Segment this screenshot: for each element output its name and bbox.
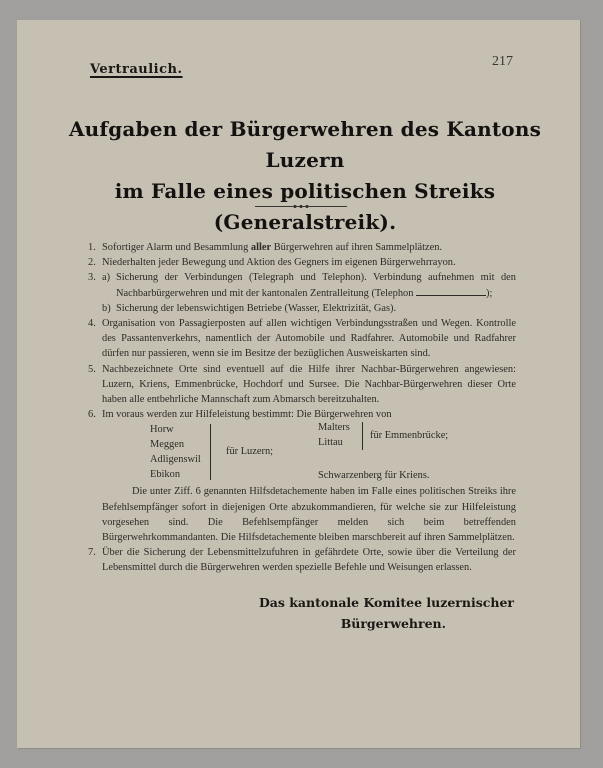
document-title [60, 114, 550, 238]
list-item-1: 1. Sofortiger Alarm und Besammlung aller Bürgerwehren auf ihren Sammelplätzen. [88, 242, 443, 253]
kriens-line: Schwarzenberg für Kriens. [318, 470, 430, 482]
list-item-2: 2. Niederhalten jeder Bewegung und Aktion des Gegners im eigenen Bürgerwehrrayon. [88, 257, 456, 269]
luzern-helpers: Horw Meggen Adligenswil Ebikon [150, 424, 201, 481]
document-body [88, 240, 516, 576]
list-item-3a: a) Sicherung der Verbindungen (Telegraph und Telephon). Verbindung aufnehmen mit den Nachbarbürgerwehren und mit der kantonalen Zentralleitung (Telephon ); [102, 272, 516, 299]
helper-assignments [150, 422, 516, 484]
emmenbruecke-helpers: Malters Littau [318, 422, 350, 449]
emmenbruecke-target: für Emmenbrücke; [370, 430, 449, 442]
list-item-7: 7. Über die Sicherung der Lebensmittelzufuhren in gefährdete Orte, sowie über die Verteilung der Lebensmittel durch die Bürgerwehren werden spezielle Befehle und Weisungen erlassen. [88, 547, 516, 574]
helper-note: Die unter Ziff. 6 genannten Hilfsdetachemente haben im Falle eines politischen Streiks ihre Befehlsempfänger sofort in diejenigen Orte abzukommandieren, für welche sie zur Hilfeleistung vorgesehen sind. Die Befehlsempfänger melden sich beim betreffenden Bürgerwehrkommandanten. Die Hilfsdetachemente bleiben marschbereit auf ihren Sammelplätzen. [102, 486, 516, 544]
list-item-3: 3. a) Sicherung der Verbindungen (Telegraph und Telephon). Verbindung aufnehmen mit den Nachbarbürgerwehren und mit der kantonalen Zentralleitung (Telephon ); b) Sicherung der lebenswichtigen Betriebe (Wasser, Elektrizität, Gas). [88, 270, 516, 316]
brace-luzern [210, 424, 211, 480]
list-item-4: 4. Organisation von Passagierposten auf allen wichtigen Verbindungsstraßen und Wegen. Kontrolle des Passantenverkehrs, namentlich der Automobile und Radfahrer. Automobile und Radfahrer dürfen nur passieren, wenn sie im Besitze der bezüglichen Ausweiskarten sind. [88, 318, 516, 360]
confidential-label: Vertraulich. [90, 62, 183, 77]
signature-line-2: Bürgerwehren. [340, 616, 446, 631]
telephone-blank [416, 287, 486, 296]
page-number: 217 [492, 54, 513, 69]
luzern-target: für Luzern; [226, 446, 274, 458]
list-item-6: 6. Im voraus werden zur Hilfeleistung bestimmt: Die Bürgerwehren von Horw Meggen Adligenswil Ebikon für Luzern; Malters Littau für Emmenbrücke; Schwarzenberg für Kriens. Die unter Ziff. 6 genannten Hilfsdetachemente haben im Falle eines politischen Streiks ihre Befehlsempfänger sofort in diejenigen Orte abzukommandieren, für welche sie zur Hilfeleistung vorgesehen sind. Die Befehlsempfänger melden sich beim betreffenden Bürgerwehrkommandanten. Die Hilfsdetachemente bleiben marschbereit auf ihren Sammelplätzen. [88, 407, 516, 545]
list-item-5: 5. Nachbezeichnete Orte sind eventuell auf die Hilfe ihrer Nachbar-Bürgerwehren angewiesen: Luzern, Kriens, Emmenbrücke, Hochdorf und Sursee. Die Nachbar-Bürgerwehren dieser Orte haben alle entbehrliche Mannschaft zum Abmarsch bereitzuhalten. [88, 363, 516, 406]
list-item-3b: b) Sicherung der lebenswichtigen Betriebe (Wasser, Elektrizität, Gas). [102, 302, 397, 314]
signature-line-1: Das kantonale Komitee luzernischer [258, 595, 514, 610]
divider-ornament-icon [292, 204, 310, 209]
title-line-1: Aufgaben der Bürgerwehren des Kantons Luzern [68, 117, 542, 172]
signature-block [250, 592, 514, 634]
brace-emmenbruecke [362, 422, 363, 450]
title-line-2: im Falle eines politischen Streiks (Generalstreik). [114, 179, 496, 234]
